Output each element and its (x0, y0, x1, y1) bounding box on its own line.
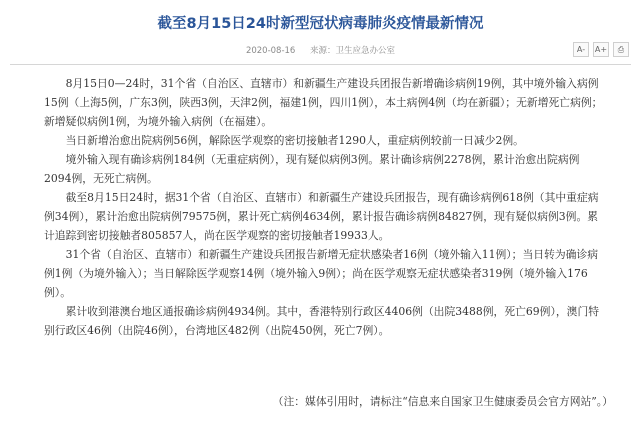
publish-date: 2020-08-16 (245, 46, 296, 56)
citation-note: （注：媒体引用时，请标注“信息来自国家卫生健康委员会官方网站”。） (272, 395, 613, 408)
article-source: 来源：卫生应急办公室 (310, 46, 396, 56)
paragraph-cumulative: 截至8月15日24时，据31个省（自治区、直辖市）和新疆生产建设兵团报告，现有确诊病例618例（其中重症病例34例），累计治愈出院病例79575例，累计死亡病例4634例，累计报告确诊病例84827例，现有疑似病例3例。累计追踪到密切接触者805857人，尚在医学观察的密切接触者19933人。 (44, 191, 599, 242)
paragraph-new-cases: 8月15日0—24时，31个省（自治区、直辖市）和新疆生产建设兵团报告新增确诊病例19例，其中境外输入病例15例（上海5例，广东3例，陕西3例，天津2例，福建1例，四川1例），本土病例4例（均在新疆）；无新增死亡病例；新增疑似病例1例，为境外输入病例（在福建）。 (44, 77, 603, 128)
article-title: 截至8月15日24时新型冠状病毒肺炎疫情最新情况 (157, 16, 484, 32)
font-size-tools (573, 42, 629, 57)
paragraph-asymptomatic: 31个省（自治区、直辖市）和新疆生产建设兵团报告新增无症状感染者16例（境外输入11例）；当日转为确诊病例1例（为境外输入）；当日解除医学观察14例（境外输入9例）；尚在医学观察无症状感染者319例（境外输入176例）。 (44, 248, 599, 299)
print-icon[interactable]: ⎙ (613, 42, 629, 57)
title-divider (10, 64, 631, 65)
paragraph-recoveries: 当日新增治愈出院病例56例，解除医学观察的密切接触者1290人，重症病例较前一日减少2例。 (65, 134, 524, 147)
font-increase-button[interactable]: A+ (593, 42, 609, 57)
article-body (44, 74, 604, 340)
paragraph-imported: 境外输入现有确诊病例184例（无重症病例），现有疑似病例3例。累计确诊病例2278例，累计治愈出院病例2094例，无死亡病例。 (44, 153, 580, 185)
paragraph-hk-macao-taiwan: 累计收到港澳台地区通报确诊病例4934例。其中，香港特别行政区4406例（出院3488例，死亡69例），澳门特别行政区46例（出院46例），台湾地区482例（出院450例，死亡7例）。 (44, 305, 600, 337)
article-meta (0, 44, 641, 56)
font-decrease-button[interactable]: A- (573, 42, 589, 57)
